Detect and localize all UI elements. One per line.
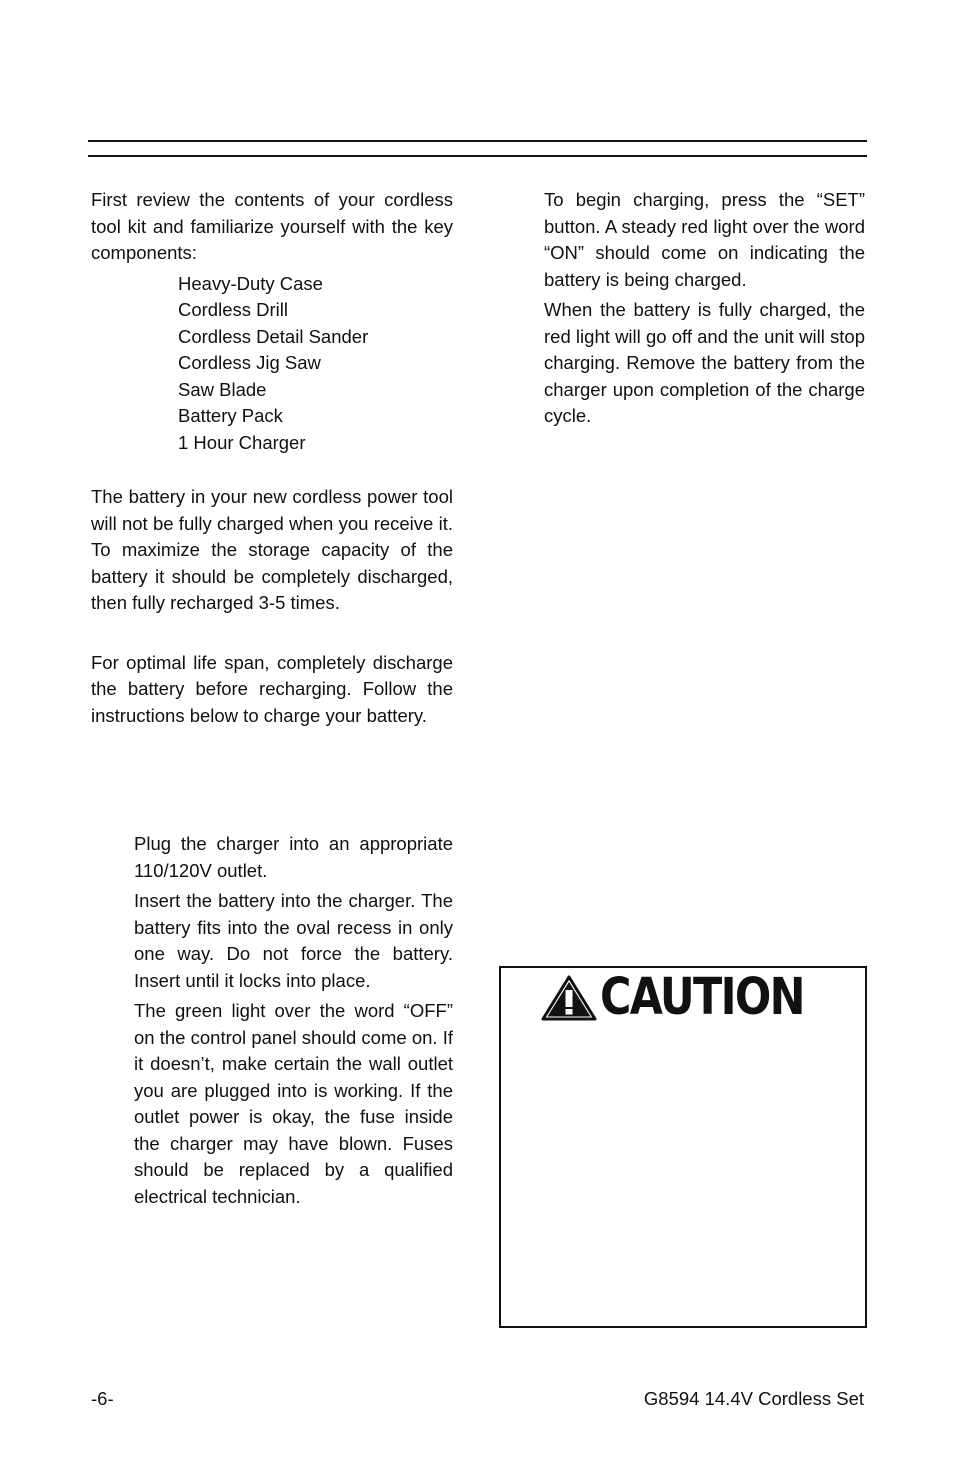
footer-title: G8594 14.4V Cordless Set <box>643 1388 864 1409</box>
intro-paragraph: First review the contents of your cordless tool kit and familiarize yourself with the key components: <box>91 189 453 263</box>
list-item: Saw Blade <box>178 378 267 400</box>
caution-header <box>541 970 843 1026</box>
caution-box <box>499 966 867 1328</box>
charging-step: Plug the charger into an appropriate 110/120V outlet. <box>134 833 453 881</box>
page-number: -6- <box>91 1388 114 1409</box>
lifespan-paragraph: For optimal life span, completely discharge the battery before recharging. Follow the instructions below to charge your battery. <box>91 651 453 726</box>
right-column <box>544 187 865 430</box>
begin-charging-paragraph: To begin charging, press the “SET” button. A steady red light over the word “ON” should come on indicating the battery is being charged. <box>544 189 865 290</box>
list-item: Cordless Drill <box>178 299 288 320</box>
list-item: Cordless Jig Saw <box>178 352 321 373</box>
left-column <box>91 187 453 1214</box>
header-rule-bottom <box>88 155 867 157</box>
kit-contents-list <box>91 271 453 457</box>
list-item: Cordless Detail Sander <box>178 325 369 347</box>
caution-label: CAUTION <box>600 968 804 1027</box>
charging-steps-list <box>91 831 453 1210</box>
list-item: Heavy-Duty Case <box>178 272 323 294</box>
charging-step: The green light over the word “OFF” on the control panel should come on. If it doesn’t, make certain the wall outlet you are plugged into is working. If the outlet power is okay, the fuse inside the charger may have blown. Fuses should be replaced by a qualified electrical technician. <box>134 1000 453 1207</box>
list-item: 1 Hour Charger <box>178 431 306 453</box>
battery-paragraph: The battery in your new cordless power tool will not be fully charged when you receive it. To maximize the storage capacity of the battery it should be completely discharged, then fully recharged 3-5 times. <box>91 486 453 613</box>
list-item: Battery Pack <box>178 405 283 426</box>
fully-charged-paragraph: When the battery is fully charged, the red light will go off and the unit will stop charging. Remove the battery from the charger upon completion of the charge cycle. <box>544 299 865 426</box>
warning-triangle-icon <box>541 975 597 1021</box>
header-rule-top <box>88 140 867 142</box>
charging-step: Insert the battery into the charger. The battery fits into the oval recess in only one way. Do not force the battery. Insert until it locks into place. <box>134 890 453 991</box>
